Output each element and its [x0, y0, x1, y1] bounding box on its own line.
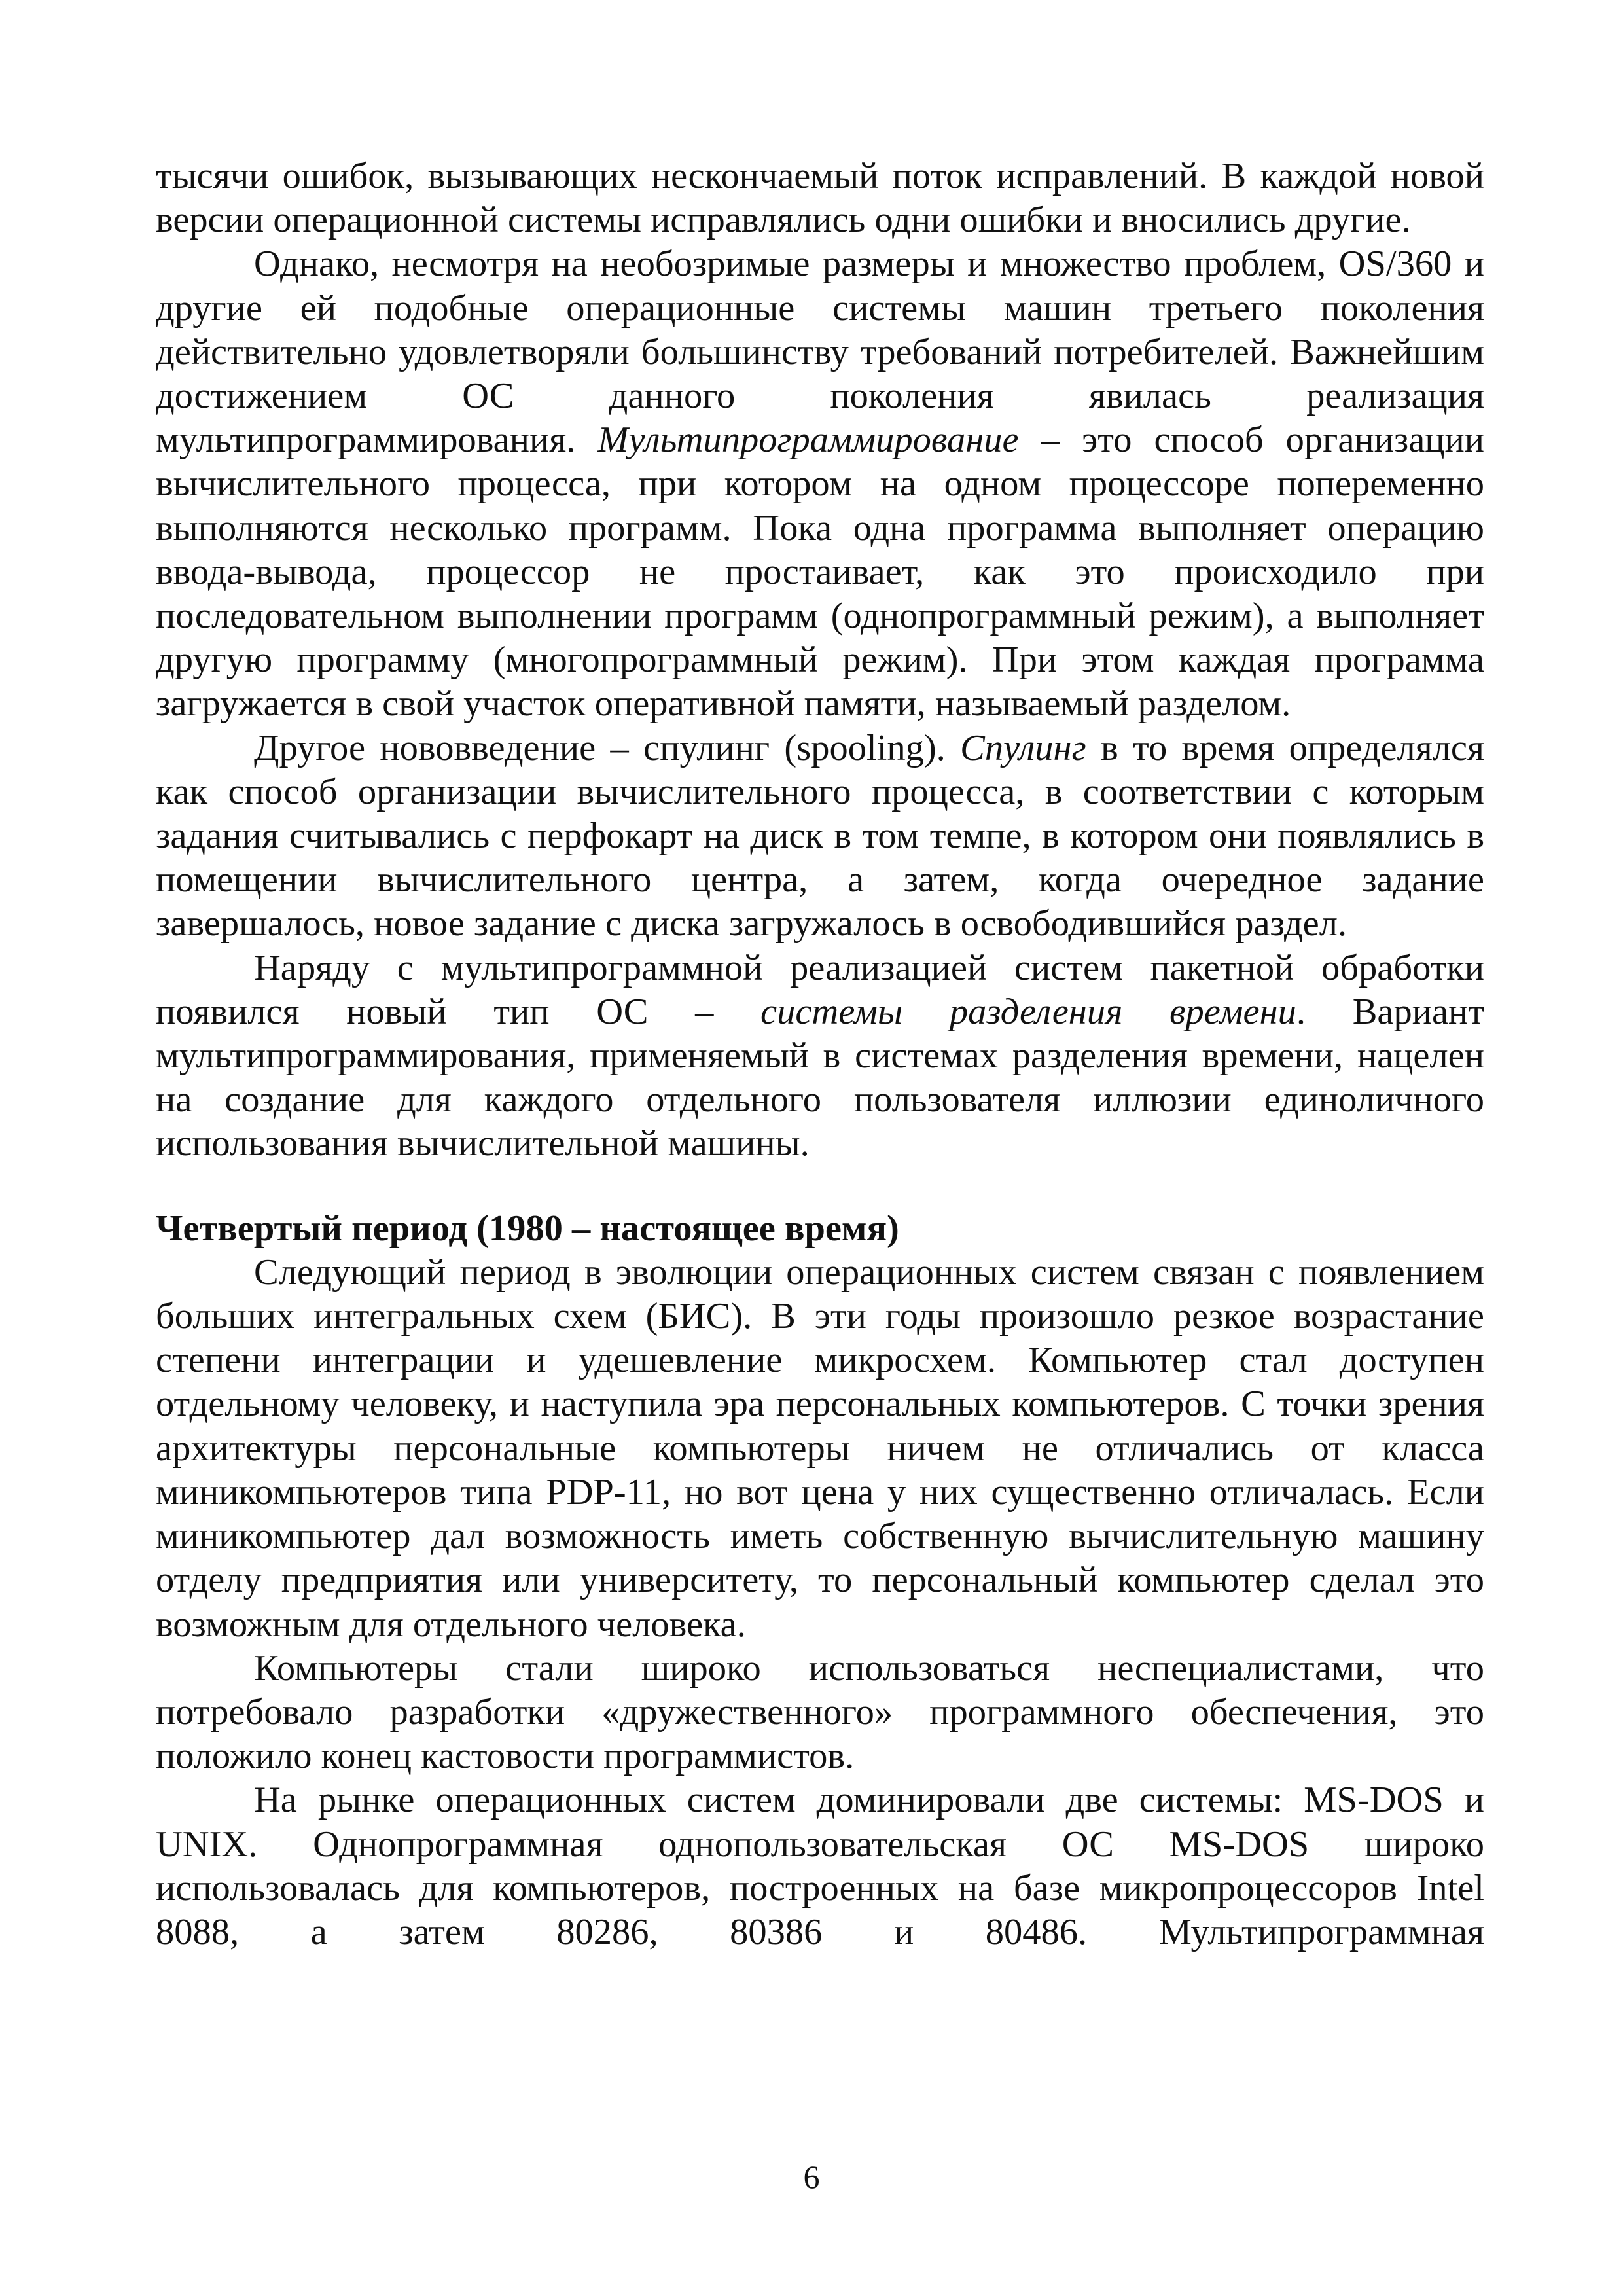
spooling-text-start: Другое нововведение – спулинг (spooling).	[254, 727, 961, 768]
paragraph-lsi-personal-computers: Следующий период в эволюции операционных систем связан с появлением больших интегральных схем (БИС). В эти годы произошло резкое возрастание степени интеграции и удешевление микросхем. Компьютер стал доступен отдельному человеку, и наступила эра персональных компьютеров. С точки зрения архитектуры персональные компьютеры ничем не отличались от класса миникомпьютеров типа PDP-11, но вот цена у них существенно отличалась. Если миникомпьютер дал возможность иметь собственную вычислительную машину отделу предприятия или университету, то персональный компьютер сделал это возможным для отдельного человека.	[156, 1251, 1484, 1645]
term-multiprogramming: Мультипрограммирование	[597, 420, 1019, 461]
paragraph-multiprogramming	[156, 242, 1484, 726]
page-body	[156, 154, 1484, 1954]
section-heading-fourth-period: Четвертый период (1980 – настоящее время)	[156, 1208, 899, 1249]
multiprogramming-text-rest: – это способ организации вычислительного процесса, при котором на одном процессоре попеременно выполняются несколько программ. Пока одна программа выполняет операцию ввода-вывода, процессор не простаивает, как это происходило при последовательном выполнении программ (однопрограммный режим), а выполняет другую программу (многопрограммный режим). При этом каждая программа загружается в свой участок оперативной памяти, называемый разделом.	[156, 420, 1484, 725]
time-sharing-text-start: Наряду с мультипрограммной реализацией систем пакетной обработки появился новый тип ОС –	[156, 947, 1484, 1032]
page-number: 6	[803, 2159, 820, 2195]
paragraph-friendly-software: Компьютеры стали широко использоваться неспециалистами, что потребовало разработки «дружественного» программного обеспечения, это положило конец кастовости программистов.	[156, 1647, 1484, 1777]
time-sharing-text-rest: . Вариант мультипрограммирования, применяемый в системах разделения времени, нацелен на создание для каждого отдельного пользователя иллюзии единоличного использования вычислительной машины.	[156, 991, 1484, 1164]
term-spooling: Спулинг	[960, 727, 1086, 768]
term-time-sharing: системы разделения времени	[760, 991, 1296, 1032]
paragraph-ms-dos-unix: На рынке операционных систем доминировали две системы: MS-DOS и UNIX. Однопрограммная однопользовательская ОС MS-DOS широко использовалась для компьютеров, построенных на базе микропроцессоров Intel 8088, а затем 80286, 80386 и 80486. Мультипрограммная	[156, 1780, 1484, 1952]
paragraph-time-sharing	[156, 946, 1484, 1166]
multiprogramming-text-start: Однако, несмотря на необозримые размеры и множество проблем, OS/360 и другие ей подобные операционные системы машин третьего поколения действительно удовлетворяли большинству требований потребителей. Важнейшим достижением ОС данного поколения явилась реализация мультипрограммирования.	[156, 243, 1484, 461]
paragraph-spooling	[156, 726, 1484, 946]
spooling-text-rest: в то время определялся как способ организации вычислительного процесса, в соответствии с которым задания считывались с перфокарт на диск в том темпе, в котором они появлялись в помещении вычислительного центра, а затем, когда очередное задание завершалось, новое задание с диска загружалось в освободившийся раздел.	[156, 727, 1484, 944]
paragraph-os360-errors: тысячи ошибок, вызывающих нескончаемый поток исправлений. В каждой новой версии операционной системы исправлялись одни ошибки и вносились другие.	[156, 156, 1484, 241]
